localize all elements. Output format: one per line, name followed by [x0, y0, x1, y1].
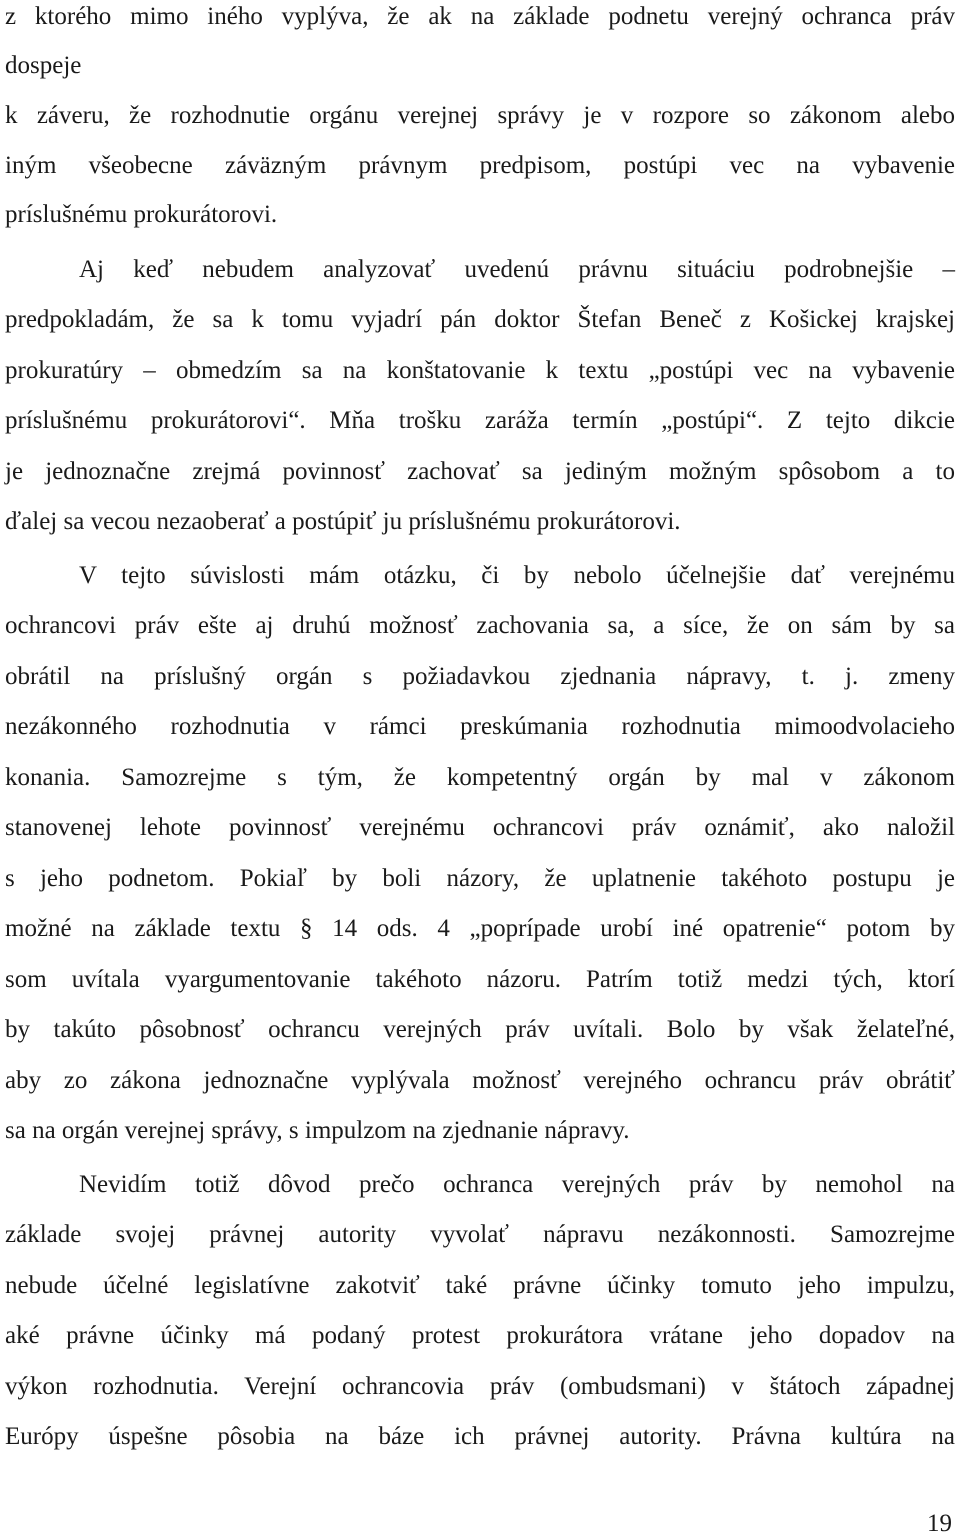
text-line: k záveru, že rozhodnutie orgánu verejnej správy je v rozpore so zákonom alebo	[5, 102, 955, 129]
text-line: Európy úspešne pôsobia na báze ich právnej autority. Právna kultúra na	[5, 1423, 955, 1450]
text-line: stanovenej lehote povinnosť verejnému ochrancovi práv oznámiť, ako naložil	[5, 814, 955, 841]
text-line: nebude účelné legislatívne zakotviť také právne účinky tomuto jeho impulzu,	[5, 1272, 955, 1299]
text-line: príslušnému prokurátorovi.	[5, 201, 278, 228]
text-line: výkon rozhodnutia. Verejní ochrancovia práv (ombudsmani) v štátoch západnej	[5, 1373, 955, 1400]
text-line: Nevidím totiž dôvod prečo ochranca verejných práv by nemohol na	[79, 1171, 955, 1198]
text-line: ochrancovi práv ešte aj druhú možnosť zachovania sa, a síce, že on sám by sa	[5, 612, 955, 639]
text-line: prokuratúry – obmedzím sa na konštatovanie k textu „postúpi vec na vybavenie	[5, 357, 955, 384]
text-line: nezákonného rozhodnutia v rámci preskúmania rozhodnutia mimoodvolacieho	[5, 713, 955, 740]
text-line: ďalej sa vecou nezaoberať a postúpiť ju príslušnému prokurátorovi.	[5, 508, 681, 535]
text-line: aby zo zákona jednoznačne vyplývala možnosť verejného ochrancu práv obrátiť	[5, 1067, 955, 1094]
text-line: konania. Samozrejme s tým, že kompetentný orgán by mal v zákonom	[5, 764, 955, 791]
text-line: predpokladám, že sa k tomu vyjadrí pán doktor Štefan Beneč z Košickej krajskej	[5, 306, 955, 333]
text-line: aké právne účinky má podaný protest prokurátora vrátane jeho dopadov na	[5, 1322, 955, 1349]
text-line: dospeje	[5, 52, 82, 79]
text-line: je jednoznačne zrejmá povinnosť zachovať sa jediným možným spôsobom a to	[5, 458, 955, 485]
text-line: iným všeobecne záväzným právnym predpisom, postúpi vec na vybavenie	[5, 152, 955, 179]
text-line: z ktorého mimo iného vyplýva, že ak na základe podnetu verejný ochranca práv	[5, 3, 955, 30]
text-line: som uvítala vyargumentovanie takéhoto názoru. Patrím totiž medzi tých, ktorí	[5, 966, 955, 993]
text-line: by takúto pôsobnosť ochrancu verejných práv uvítali. Bolo by však želateľné,	[5, 1016, 955, 1043]
text-line: možné na základe textu § 14 ods. 4 „poprípade urobí iné opatrenie“ potom by	[5, 915, 955, 942]
text-line: obrátil na príslušný orgán s požiadavkou zjednania nápravy, t. j. zmeny	[5, 663, 955, 690]
page-number: 19	[927, 1510, 952, 1537]
text-line: základe svojej právnej autority vyvolať nápravu nezákonnosti. Samozrejme	[5, 1221, 955, 1248]
text-line: Aj keď nebudem analyzovať uvedenú právnu situáciu podrobnejšie –	[79, 256, 955, 283]
text-line: sa na orgán verejnej správy, s impulzom na zjednanie nápravy.	[5, 1117, 630, 1144]
text-line: V tejto súvislosti mám otázku, či by nebolo účelnejšie dať verejnému	[79, 562, 955, 589]
text-line: príslušnému prokurátorovi“. Mňa trošku zaráža termín „postúpi“. Z tejto dikcie	[5, 407, 955, 434]
text-line: s jeho podnetom. Pokiaľ by boli názory, že uplatnenie takéhoto postupu je	[5, 865, 955, 892]
